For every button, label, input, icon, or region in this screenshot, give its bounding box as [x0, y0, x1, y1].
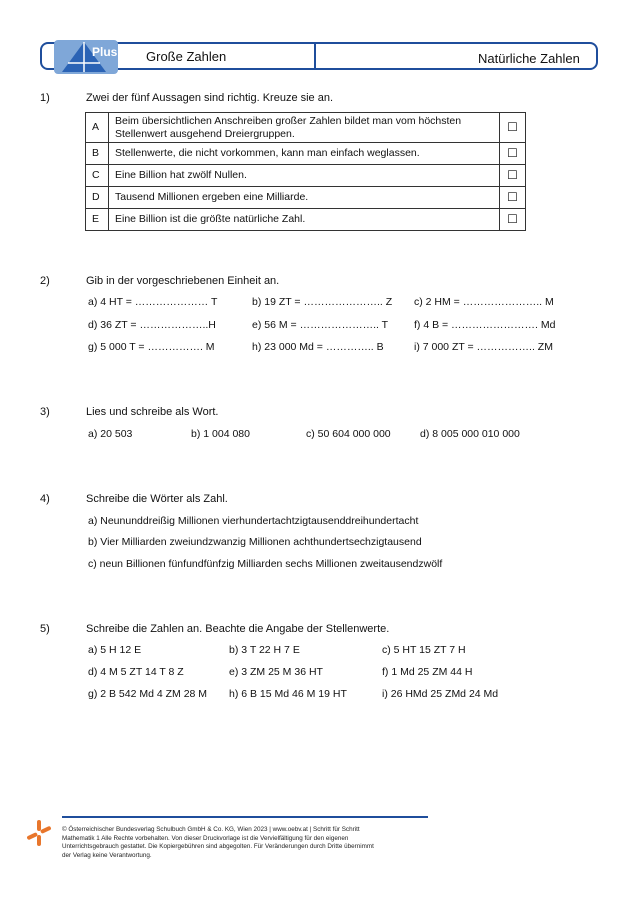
exercise-item: d) 36 ZT = ………………..H [88, 319, 216, 331]
exercise-item: f) 1 Md 25 ZM 44 H [382, 666, 473, 678]
exercise-item: d) 8 005 000 010 000 [420, 428, 520, 440]
footer-divider [62, 816, 428, 818]
row-text: Tausend Millionen ergeben eine Milliarde. [109, 187, 500, 209]
exercise-item: f) 4 B = ……………………. Md [414, 319, 556, 331]
exercise-item: a) Neununddreißig Millionen vierhundertachtzigtausenddreihundertacht [88, 515, 419, 527]
exercise-item: h) 6 B 15 Md 46 M 19 HT [229, 688, 347, 700]
table-row [86, 165, 526, 187]
page-title: Große Zahlen [146, 49, 227, 64]
task-4-question: Schreibe die Wörter als Zahl. [86, 493, 228, 505]
task-5-question: Schreibe die Zahlen an. Beachte die Angabe der Stellenwerte. [86, 623, 390, 635]
task-2-number: 2) [40, 275, 50, 287]
exercise-item: c) neun Billionen fünfundfünfzig Milliarden sechs Millionen zweitausendzwölf [88, 558, 443, 570]
task-5-number: 5) [40, 623, 50, 635]
exercise-item: b) 3 T 22 H 7 E [229, 644, 300, 656]
exercise-item: g) 2 B 542 Md 4 ZM 28 M [88, 688, 208, 700]
row-letter: A [86, 113, 109, 143]
exercise-item: a) 4 HT = ………………… T [88, 296, 218, 308]
task-1-question: Zwei der fünf Aussagen sind richtig. Kreuze sie an. [86, 92, 334, 104]
table-row [86, 143, 526, 165]
checkbox[interactable]: ☐ [500, 187, 526, 209]
task-2-question: Gib in der vorgeschriebenen Einheit an. [86, 275, 280, 287]
publisher-star-icon [26, 820, 52, 846]
exercise-item: b) Vier Milliarden zweiundzwanzig Millionen achthundertsechzigtausend [88, 536, 422, 548]
task-3-number: 3) [40, 406, 50, 418]
table-row [86, 113, 526, 143]
checkbox[interactable]: ☐ [500, 209, 526, 231]
exercise-item: e) 56 M = ………………….. T [252, 319, 389, 331]
topic-label: Natürliche Zahlen [478, 51, 580, 66]
plus-logo [54, 40, 118, 74]
exercise-item: a) 5 H 12 E [88, 644, 142, 656]
checkbox[interactable]: ☐ [500, 165, 526, 187]
statement-table [85, 112, 526, 231]
table-row [86, 209, 526, 231]
exercise-item: d) 4 M 5 ZT 14 T 8 Z [88, 666, 184, 678]
task-3-question: Lies und schreibe als Wort. [86, 406, 219, 418]
exercise-item: h) 23 000 Md = ………….. B [252, 341, 384, 353]
row-letter: C [86, 165, 109, 187]
row-letter: B [86, 143, 109, 165]
row-text: Beim übersichtlichen Anschreiben großer Zahlen bildet man vom höchsten Stellenwert ausgehend Dreiergruppen. [109, 113, 500, 143]
row-text: Eine Billion hat zwölf Nullen. [109, 165, 500, 187]
row-letter: D [86, 187, 109, 209]
checkbox[interactable]: ☐ [500, 143, 526, 165]
exercise-item: e) 3 ZM 25 M 36 HT [229, 666, 323, 678]
exercise-item: g) 5 000 T = ……………. M [88, 341, 215, 353]
header-divider [314, 44, 316, 68]
task-4-number: 4) [40, 493, 50, 505]
row-letter: E [86, 209, 109, 231]
exercise-item: c) 50 604 000 000 [306, 428, 391, 440]
copyright-notice: © Österreichischer Bundesverlag Schulbuch GmbH & Co. KG, Wien 2023 | www.oebv.at | Schritt für Schritt Mathematik 1 Alle Rechte vorbehalten. Von dieser Druckvorlage ist die Vervielfältigung für den eigenen Unterrichtsgebrauch gestattet. Die Kopiergebühren sind abgegolten. Für Veränderungen durch Dritte übernimmt der Verlag keine Verantwortung. [62, 826, 374, 859]
exercise-item: i) 26 HMd 25 ZMd 24 Md [382, 688, 499, 700]
exercise-item: c) 2 HM = ………………….. M [414, 296, 554, 308]
exercise-item: c) 5 HT 15 ZT 7 H [382, 644, 466, 656]
table-row [86, 187, 526, 209]
logo-label: Plus [92, 45, 118, 59]
checkbox[interactable]: ☐ [500, 113, 526, 143]
exercise-item: b) 1 004 080 [191, 428, 250, 440]
exercise-item: i) 7 000 ZT = …………….. ZM [414, 341, 553, 353]
row-text: Stellenwerte, die nicht vorkommen, kann man einfach weglassen. [109, 143, 500, 165]
exercise-item: b) 19 ZT = ………………….. Z [252, 296, 393, 308]
exercise-item: a) 20 503 [88, 428, 133, 440]
task-1-number: 1) [40, 92, 50, 104]
row-text: Eine Billion ist die größte natürliche Zahl. [109, 209, 500, 231]
